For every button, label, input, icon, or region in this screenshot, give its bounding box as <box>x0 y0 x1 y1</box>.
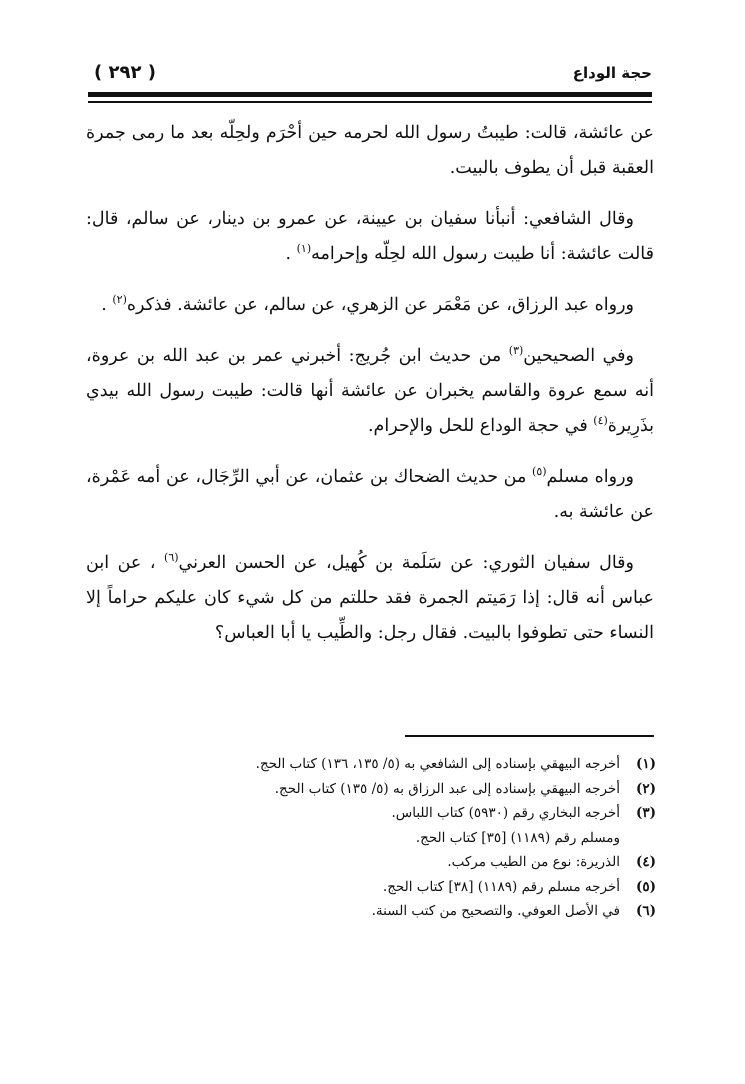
paragraph-text-after: . <box>101 295 113 315</box>
footnote-4 <box>150 850 656 875</box>
footnote-ref[interactable]: (٦) <box>164 551 179 565</box>
footnote-text: أخرجه مسلم رقم (١١٨٩) [٣٨] كتاب الحج. <box>382 878 620 895</box>
footnote-text: الذريرة: نوع من الطيب مركب. <box>447 854 620 870</box>
paragraph-text: عن عائشة، قالت: طيبتُ رسول الله لحرمه حين أحْرَم ولحِلّه بعد ما رمى جمرة العقبة قبل أن يطوف بالبيت. <box>86 123 654 178</box>
footnotes <box>150 752 656 924</box>
paragraph-6 <box>86 546 654 651</box>
footnote-5 <box>150 875 656 900</box>
paragraph-text: ورواه عبد الرزاق، عن مَعْمَر عن الزهري، عن سالم، عن عائشة. فذكره <box>126 295 634 315</box>
footnote-number: (٤) <box>635 854 656 870</box>
paragraph-text: وقال الشافعي: أنبأنا سفيان بن عيينة، عن عمرو بن دينار، عن سالم، قال: قالت عائشة: أنا طيبت رسول الله لحِلّه وإحرامه <box>86 209 654 264</box>
running-header <box>88 62 652 92</box>
footnote-text: ومسلم رقم (١١٨٩) [٣٥] كتاب الحج. <box>415 829 620 846</box>
header-rule-thick <box>88 92 652 97</box>
footnote-ref[interactable]: (١) <box>296 242 312 256</box>
paragraph-text-after: من حديث الضحاك بن عثمان، عن أبي الرِّجَال، عن أمه عَمْرة، عن عائشة به. <box>86 467 654 522</box>
footnote-ref[interactable]: (٤) <box>593 414 608 428</box>
paragraph-5 <box>86 460 654 530</box>
footnote-text: أخرجه البيهقي بإسناده إلى الشافعي به (٥/ ١٣٥، ١٣٦) كتاب الحج. <box>255 756 620 772</box>
footnote-2 <box>150 777 656 802</box>
footnote-number: (١) <box>635 756 656 772</box>
paragraph-text-after: ، عن ابن عباس أنه قال: إذا رَمَيتم الجمرة فقد حللتم من كل شيء كان عليكم حراماً إلا النساء حتى تطوفوا بالبيت. فقال رجل: والطِّيب يا أبا العباس؟ <box>86 553 654 643</box>
paragraph-text: وقال سفيان الثوري: عن سَلَمة بن كُهيل، عن الحسن العرني <box>178 553 634 573</box>
header-rule-thin <box>88 101 652 103</box>
footnote-ref[interactable]: (٥) <box>532 465 547 479</box>
footnote-3 <box>150 801 656 826</box>
footnote-number: (٢) <box>635 780 656 797</box>
paragraph-2 <box>86 202 654 272</box>
paragraph-4 <box>86 339 654 444</box>
footnote-1 <box>150 752 656 777</box>
paragraph-text-after: من حديث ابن جُريج: أخبرني عمر بن عبد الله بن عروة، أنه سمع عروة والقاسم يخبران عن عائشة أنها قالت: طيبت رسول الله بيدي بذَرِيرة <box>86 346 654 436</box>
footnote-ref[interactable]: (٣) <box>508 344 524 358</box>
paragraph-text-after: . <box>285 244 297 264</box>
footnote-number: (٥) <box>635 878 656 895</box>
footnote-number: (٣) <box>635 805 656 821</box>
main-text <box>86 116 654 667</box>
paragraph-text: وفي الصحيحين <box>523 346 634 366</box>
footnote-text: أخرجه البخاري رقم (٥٩٣٠) كتاب اللباس. <box>391 805 620 821</box>
footnote-ref[interactable]: (٢) <box>112 293 127 307</box>
paragraph-text: ورواه مسلم <box>546 467 635 487</box>
paragraph-1 <box>86 116 654 186</box>
footnote-3-continued <box>150 826 656 851</box>
paragraph-text-after: في حجة الوداع للحل والإحرام. <box>367 416 594 436</box>
page-number: ( ٢٩٢ ) <box>94 62 156 83</box>
footnote-number: (٦) <box>635 903 656 919</box>
footnote-text: أخرجه البيهقي بإسناده إلى عبد الرزاق به (٥/ ١٣٥) كتاب الحج. <box>274 780 620 797</box>
footnote-separator <box>405 735 654 737</box>
footnote-6 <box>150 899 656 924</box>
paragraph-3 <box>86 288 654 323</box>
footnote-text: في الأصل العوفي. والتصحيح من كتب السنة. <box>371 903 620 919</box>
header-title: حجة الوداع <box>572 64 652 82</box>
